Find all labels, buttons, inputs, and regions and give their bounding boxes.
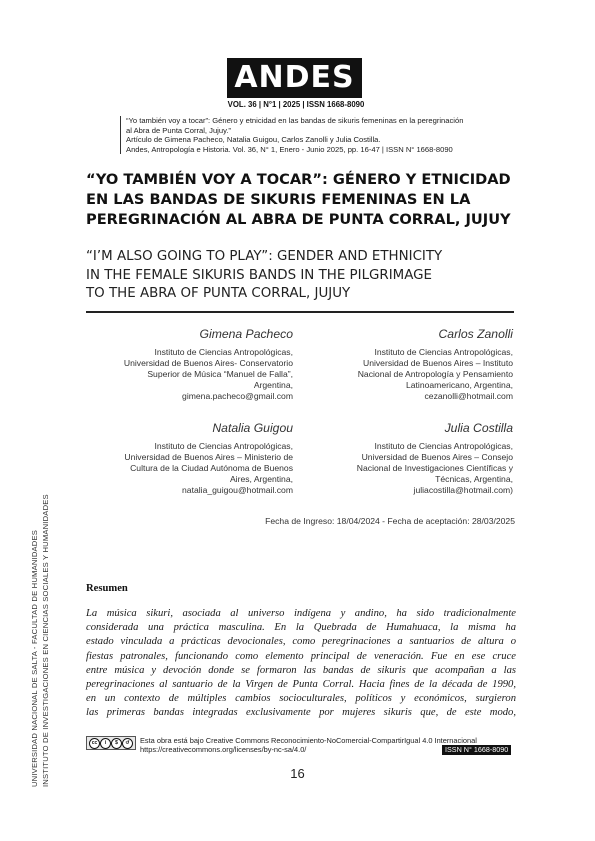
- license-statement: Esta obra está bajo Creative Commons Reconocimiento-NoComercial-CompartirIgual 4.0 Internacional: [140, 736, 477, 745]
- abstract-line: las primeras bandas integradas exclusivamente por mujeres sikuris que, de este modo,: [86, 707, 516, 719]
- author-name: Julia Costilla: [444, 421, 513, 435]
- institution-sidebar: [10, 405, 56, 785]
- issn-badge: ISSN N° 1668-8090: [442, 745, 511, 755]
- author-block: [103, 420, 293, 496]
- citation-line: Andes, Antropología e Historia. Vol. 36, N° 1, Enero - Junio 2025, pp. 16-47 | ISSN N° 1668-8090: [126, 144, 453, 154]
- abstract-line: peregrinaciones al santuario de la Virgen de Punta Corral. Hacia fines de la década de 1990,: [86, 679, 516, 691]
- by-icon: i: [100, 738, 111, 749]
- abstract-line: en un contexto de múltiples cambios socioculturales, políticos y económicos, surgieron: [86, 693, 516, 705]
- abstract-body: [86, 607, 516, 721]
- author-name: Natalia Guigou: [212, 421, 293, 435]
- author-block: [103, 326, 293, 402]
- title-line: “I’M ALSO GOING TO PLAY”: GENDER AND ETHNICITY: [86, 249, 443, 264]
- abstract-line: estado vinculada a prácticas devocionales, como peregrinaciones a santuarios de altura o: [86, 636, 516, 648]
- affiliation-line: Universidad de Buenos Aires – Ministerio de: [124, 452, 293, 462]
- affiliation-line: Superior de Música “Manuel de Falla”,: [147, 369, 293, 379]
- journal-issue: VOL. 36 | N°1 | 2025 | ISSN 1668-8090: [227, 100, 365, 109]
- author-name: Gimena Pacheco: [199, 327, 293, 341]
- title-divider: [86, 311, 514, 313]
- affiliation-line: Argentina,: [253, 380, 293, 390]
- title-line: PEREGRINACIÓN AL ABRA DE PUNTA CORRAL, JUJUY: [86, 211, 511, 228]
- author-email: gimena.pacheco@gmail.com: [182, 391, 293, 401]
- sidebar-line: INSTITUTO DE INVESTIGACIONES EN CIENCIAS SOCIALES Y HUMANIDADES: [41, 494, 50, 787]
- page-number: 16: [290, 766, 305, 781]
- journal-logo: ANDES: [227, 58, 362, 98]
- cc-icon: cc: [89, 738, 100, 749]
- citation-line: al Abra de Punta Corral, Jujuy.”: [126, 125, 231, 135]
- citation-line: “Yo también voy a tocar”: Género y etnicidad en las bandas de sikuris femeninas en la peregrinación: [126, 116, 464, 125]
- author-email: juliacostilla@hotmail.com): [413, 485, 513, 495]
- article-title-spanish: [86, 170, 516, 230]
- license-text: [140, 736, 477, 755]
- author-email: natalia_guigou@hotmail.com: [182, 485, 293, 495]
- sidebar-line: UNIVERSIDAD NACIONAL DE SALTA - FACULTAD DE HUMANIDADES: [30, 530, 39, 787]
- article-title-english: [86, 248, 516, 304]
- sa-icon: ↺: [122, 738, 133, 749]
- affiliation-line: Aires, Argentina,: [229, 474, 293, 484]
- affiliation-line: Técnicas, Argentina,: [435, 474, 513, 484]
- abstract-heading: Resumen: [86, 583, 128, 594]
- affiliation-line: Cultura de la Ciudad Autónoma de Buenos: [130, 463, 293, 473]
- citation-block: [120, 116, 521, 154]
- affiliation-line: Universidad de Buenos Aires- Conservatorio: [123, 358, 293, 368]
- affiliation-line: Universidad de Buenos Aires – Instituto: [362, 358, 513, 368]
- affiliation-line: Instituto de Ciencias Antropológicas,: [374, 441, 513, 451]
- title-line: IN THE FEMALE SIKURIS BANDS IN THE PILGRIMAGE: [86, 267, 432, 283]
- citation-line: Artículo de Gimena Pacheco, Natalia Guigou, Carlos Zanolli y Julia Costilla.: [126, 135, 381, 145]
- author-email: cezanolli@hotmail.com: [424, 391, 513, 401]
- title-line: TO THE ABRA OF PUNTA CORRAL, JUJUY: [86, 286, 351, 301]
- affiliation-line: Nacional de Investigaciones Científicas y: [356, 463, 513, 473]
- author-affiliation: [323, 441, 513, 496]
- author-affiliation: [103, 347, 293, 402]
- affiliation-line: Nacional de Antropología y Pensamiento: [357, 369, 513, 379]
- affiliation-line: Instituto de Ciencias Antropológicas,: [154, 347, 293, 357]
- affiliation-line: Universidad de Buenos Aires – Consejo: [361, 452, 513, 462]
- author-name: Carlos Zanolli: [438, 327, 513, 341]
- creative-commons-icon: [86, 736, 136, 750]
- author-block: [323, 326, 513, 402]
- abstract-line: fiestas patronales, funcionando como elemento principal de veneración. Fue en ese cruce: [86, 650, 516, 662]
- affiliation-line: Latinoamericano, Argentina,: [405, 380, 513, 390]
- affiliation-line: Instituto de Ciencias Antropológicas,: [154, 441, 293, 451]
- author-block: [323, 420, 513, 496]
- affiliation-line: Instituto de Ciencias Antropológicas,: [374, 347, 513, 357]
- title-line: “YO TAMBIÉN VOY A TOCAR”: GÉNERO Y ETNICIDAD: [86, 171, 511, 188]
- author-affiliation: [323, 347, 513, 402]
- nc-icon: $: [111, 738, 122, 749]
- license-link[interactable]: https://creativecommons.org/licenses/by-nc-sa/4.0/: [140, 745, 307, 755]
- author-affiliation: [103, 441, 293, 496]
- title-line: EN LAS BANDAS DE SIKURIS FEMENINAS EN LA: [86, 191, 471, 208]
- abstract-line: La música sikuri, asociada al universo indígena y andino, ha sido tradicionalmente: [86, 608, 516, 619]
- abstract-line: considerada una práctica masculina. En la Quebrada de Humahuaca, la misma ha: [86, 622, 516, 634]
- submission-dates: Fecha de Ingreso: 18/04/2024 - Fecha de aceptación: 28/03/2025: [265, 516, 515, 526]
- abstract-line: entre música y devoción donde se formaron las bandas de sikuris que acompañan a las: [86, 664, 516, 676]
